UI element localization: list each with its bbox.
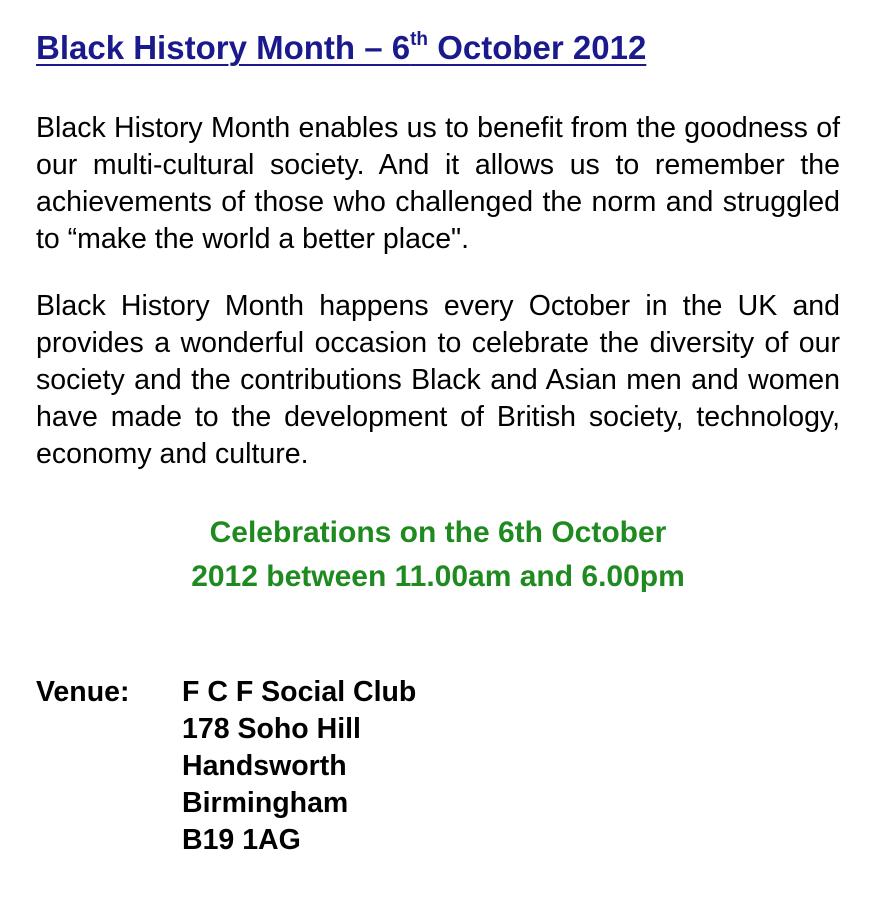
title-superscript: th bbox=[410, 29, 429, 50]
celebration-announcement bbox=[36, 511, 840, 599]
celebration-line-1: Celebrations on the 6th October bbox=[209, 516, 667, 549]
venue-line: Birmingham bbox=[182, 787, 349, 819]
document-page bbox=[36, 18, 840, 859]
title-main: Black History Month – 6 bbox=[36, 29, 411, 66]
venue-address bbox=[182, 674, 416, 859]
title-rest: October 2012 bbox=[428, 29, 647, 66]
venue-label: Venue: bbox=[36, 676, 130, 708]
venue-block bbox=[36, 674, 840, 859]
page-title bbox=[36, 18, 840, 78]
venue-line: Handsworth bbox=[182, 750, 347, 782]
intro-paragraph: Black History Month enables us to benefit from the goodness of our multi-cultural society. And it allows us to remember the achievements of those who challenged the norm and struggled to “make the world a better place". bbox=[36, 112, 840, 255]
celebration-line-2: 2012 between 11.00am and 6.00pm bbox=[191, 560, 685, 593]
venue-line: B19 1AG bbox=[182, 824, 301, 856]
venue-line: F C F Social Club bbox=[182, 676, 417, 708]
october-paragraph: Black History Month happens every October in the UK and provides a wonderful occasion to celebrate the diversity of our society and the contributions Black and Asian men and women have made to the development of British society, technology, economy and culture. bbox=[36, 290, 840, 470]
venue-line: 178 Soho Hill bbox=[182, 713, 361, 745]
